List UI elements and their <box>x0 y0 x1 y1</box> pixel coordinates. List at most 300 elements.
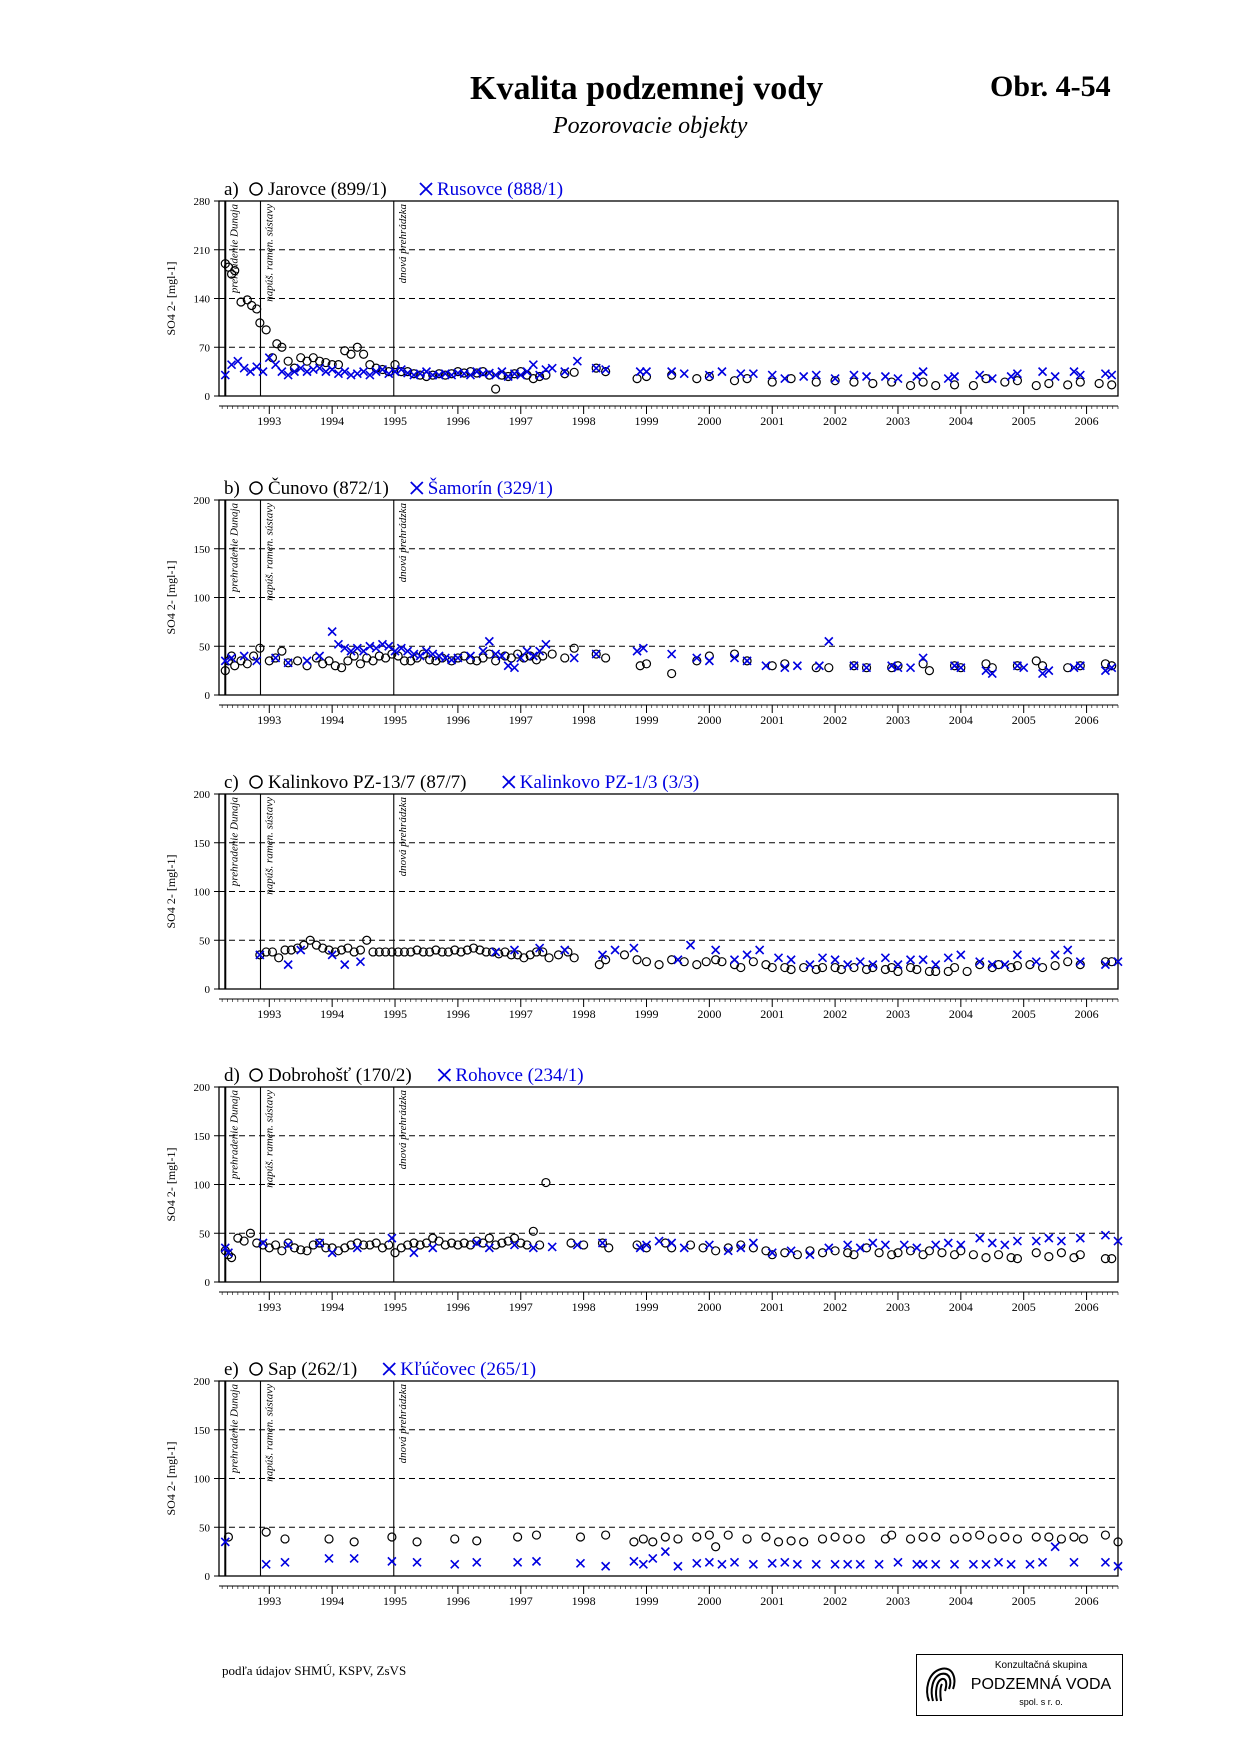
x-tick-label: 1996 <box>445 1594 470 1608</box>
data-point-x <box>781 664 789 672</box>
data-point-x <box>1076 662 1084 670</box>
data-point-circle <box>1064 381 1072 389</box>
data-point-circle <box>567 1239 575 1247</box>
x-tick-label: 1998 <box>571 1594 596 1608</box>
data-point-x <box>894 1558 902 1566</box>
data-point-x <box>793 1560 801 1568</box>
legend-x-marker <box>503 776 515 788</box>
data-point-x <box>1039 1558 1047 1566</box>
data-point-x <box>995 1558 1003 1566</box>
data-point-x <box>1013 1237 1021 1245</box>
data-point-circle <box>951 964 959 972</box>
data-point-circle <box>633 956 641 964</box>
data-point-x <box>561 946 569 954</box>
data-point-x <box>944 1239 952 1247</box>
data-point-circle <box>768 378 776 386</box>
data-point-circle <box>894 967 902 975</box>
data-source-note: podľa údajov SHMÚ, KSPV, ZsVS <box>222 1663 407 1678</box>
y-tick-label: 50 <box>199 641 210 654</box>
x-tick-label: 1994 <box>320 1594 345 1608</box>
y-tick-label: 50 <box>199 1228 210 1241</box>
x-tick-label: 2002 <box>823 1594 848 1608</box>
x-tick-label: 1996 <box>445 1300 470 1314</box>
data-point-circle <box>655 961 663 969</box>
data-point-x <box>262 1560 270 1568</box>
data-point-circle <box>413 1538 421 1546</box>
data-point-circle <box>294 657 302 665</box>
data-point-circle <box>284 357 292 365</box>
x-tick-label: 1994 <box>320 1300 345 1314</box>
data-point-x <box>863 373 871 381</box>
data-point-circle <box>951 1535 959 1543</box>
data-point-x <box>919 654 927 662</box>
event-label: dnová prehrádzka <box>396 1384 409 1464</box>
data-point-circle <box>514 1533 522 1541</box>
data-point-x <box>944 375 952 383</box>
data-point-circle <box>775 1538 783 1546</box>
data-point-x <box>969 1560 977 1568</box>
panel-label: e) <box>224 1359 239 1380</box>
x-tick-label: 2003 <box>885 414 910 428</box>
data-point-x <box>1007 1560 1015 1568</box>
data-point-x <box>529 361 537 369</box>
data-point-circle <box>1045 1533 1053 1541</box>
event-label: prehradenie Dunaja <box>228 1090 241 1180</box>
legend-series-1-name: Sap (262/1) <box>268 1359 358 1380</box>
data-point-circle <box>702 958 710 966</box>
data-point-circle <box>705 1531 713 1539</box>
data-point-x <box>1051 373 1059 381</box>
data-point-circle <box>812 378 820 386</box>
event-label: napúš. ramen. sústavy <box>263 1384 276 1482</box>
data-point-x <box>356 958 364 966</box>
data-point-circle <box>388 1533 396 1541</box>
x-tick-label: 1995 <box>383 1300 408 1314</box>
data-point-x <box>639 1560 647 1568</box>
data-point-circle <box>976 1531 984 1539</box>
data-point-circle <box>325 1535 333 1543</box>
data-point-x <box>548 1243 556 1251</box>
panel-label: c) <box>224 772 239 793</box>
data-point-x <box>812 1560 820 1568</box>
data-point-circle <box>602 654 610 662</box>
data-point-circle <box>1070 1533 1078 1541</box>
x-tick-label: 2003 <box>885 1300 910 1314</box>
data-point-circle <box>360 350 368 358</box>
data-point-circle <box>963 967 971 975</box>
data-point-x <box>982 1560 990 1568</box>
data-point-circle <box>570 954 578 962</box>
data-point-x <box>881 373 889 381</box>
data-point-circle <box>1101 1531 1109 1539</box>
y-tick-label: 100 <box>193 1473 210 1486</box>
x-tick-label: 2002 <box>823 1300 848 1314</box>
data-point-x <box>815 662 823 670</box>
data-point-x <box>731 1558 739 1566</box>
y-tick-label: 0 <box>204 1571 210 1583</box>
legend-series-2-name: Kalinkovo PZ-1/3 (3/3) <box>519 772 700 793</box>
data-point-circle <box>693 375 701 383</box>
data-point-circle <box>907 1535 915 1543</box>
data-point-circle <box>602 1531 610 1539</box>
data-point-x <box>1057 1237 1065 1245</box>
data-point-circle <box>639 1535 647 1543</box>
data-point-circle <box>963 1533 971 1541</box>
data-point-circle <box>350 1538 358 1546</box>
data-point-circle <box>1013 1535 1021 1543</box>
data-point-circle <box>693 961 701 969</box>
data-point-x <box>932 1560 940 1568</box>
y-tick-label: 210 <box>193 244 210 257</box>
data-point-circle <box>1079 1535 1087 1543</box>
data-point-x <box>988 1239 996 1247</box>
y-axis-label: SO4 2- [mgl-1] <box>164 560 178 635</box>
data-point-circle <box>1001 1533 1009 1541</box>
data-point-x <box>712 946 720 954</box>
data-point-x <box>743 657 751 665</box>
legend-circle-marker <box>250 1069 262 1081</box>
y-axis-label: SO4 2- [mgl-1] <box>164 1441 178 1516</box>
data-point-circle <box>856 1535 864 1543</box>
data-point-x <box>793 662 801 670</box>
data-point-circle <box>907 382 915 390</box>
data-point-x <box>1064 946 1072 954</box>
data-point-circle <box>620 951 628 959</box>
chart-panel-b <box>164 477 1118 727</box>
data-point-x <box>680 370 688 378</box>
event-label: napúš. ramen. sústavy <box>263 797 276 895</box>
data-point-x <box>705 1558 713 1566</box>
data-point-x <box>350 1554 358 1562</box>
data-point-circle <box>1064 958 1072 966</box>
data-point-x <box>863 664 871 672</box>
data-point-circle <box>630 1538 638 1546</box>
data-point-x <box>875 1560 883 1568</box>
data-point-x <box>611 946 619 954</box>
logo-company-name: PODZEMNÁ VODA <box>970 1676 1112 1693</box>
data-point-x <box>328 628 336 636</box>
x-tick-label: 1997 <box>508 1594 533 1608</box>
x-tick-label: 2004 <box>948 1594 973 1608</box>
legend-circle-marker <box>250 1363 262 1375</box>
data-point-circle <box>743 375 751 383</box>
data-point-circle <box>356 660 364 668</box>
data-point-x <box>1013 662 1021 670</box>
data-point-x <box>944 954 952 962</box>
data-point-x <box>932 1241 940 1249</box>
data-point-x <box>737 370 745 378</box>
data-point-x <box>316 652 324 660</box>
data-point-circle <box>995 1251 1003 1259</box>
x-tick-label: 2004 <box>948 713 973 727</box>
x-tick-label: 2004 <box>948 414 973 428</box>
data-point-x <box>532 1557 540 1565</box>
data-point-x <box>850 662 858 670</box>
x-tick-label: 2006 <box>1074 1007 1099 1021</box>
panel-label: b) <box>224 478 240 499</box>
data-point-circle <box>888 1531 896 1539</box>
data-point-circle <box>275 954 283 962</box>
data-point-x <box>1101 1231 1109 1239</box>
data-point-x <box>919 1560 927 1568</box>
data-point-circle <box>712 1543 720 1551</box>
data-point-circle <box>570 644 578 652</box>
y-tick-label: 140 <box>193 293 210 306</box>
x-tick-label: 1999 <box>634 713 659 727</box>
data-point-circle <box>256 644 264 652</box>
x-tick-label: 1998 <box>571 1300 596 1314</box>
data-point-circle <box>1076 378 1084 386</box>
data-point-circle <box>642 958 650 966</box>
x-tick-label: 1993 <box>257 414 282 428</box>
data-point-x <box>281 1558 289 1566</box>
panel-label: a) <box>224 179 239 200</box>
data-point-x <box>743 951 751 959</box>
data-point-x <box>284 659 292 667</box>
data-point-circle <box>1108 381 1116 389</box>
data-point-circle <box>724 1531 732 1539</box>
data-point-circle <box>919 1533 927 1541</box>
data-point-circle <box>850 378 858 386</box>
x-tick-label: 2004 <box>948 1300 973 1314</box>
event-label: prehradenie Dunaja <box>228 797 241 887</box>
data-point-x <box>410 1249 418 1257</box>
data-point-x <box>576 1559 584 1567</box>
data-point-x <box>907 956 915 964</box>
data-point-x <box>749 370 757 378</box>
event-label: dnová prehrádzka <box>396 204 409 284</box>
data-point-x <box>1039 368 1047 376</box>
data-point-circle <box>548 650 556 658</box>
x-tick-label: 1994 <box>320 1007 345 1021</box>
legend-series-2-name: Šamorín (329/1) <box>427 478 553 499</box>
x-tick-label: 2000 <box>697 414 722 428</box>
data-point-circle <box>781 1249 789 1257</box>
data-point-x <box>831 1560 839 1568</box>
data-point-x <box>1013 951 1021 959</box>
data-point-x <box>831 956 839 964</box>
legend-series-2-name: Kľúčovec (265/1) <box>400 1359 537 1380</box>
x-tick-label: 2002 <box>823 414 848 428</box>
y-axis-label: SO4 2- [mgl-1] <box>164 1147 178 1222</box>
data-point-x <box>894 375 902 383</box>
data-point-x <box>844 1241 852 1249</box>
data-point-x <box>388 1557 396 1565</box>
x-tick-label: 2005 <box>1011 1300 1036 1314</box>
data-point-x <box>592 364 600 372</box>
data-point-x <box>570 654 578 662</box>
x-tick-label: 1999 <box>634 1594 659 1608</box>
data-point-circle <box>1032 1533 1040 1541</box>
data-point-circle <box>281 1535 289 1543</box>
data-point-circle <box>674 1535 682 1543</box>
event-label: prehradenie Dunaja <box>228 1384 241 1474</box>
legend-circle-marker <box>250 183 262 195</box>
y-tick-label: 70 <box>199 342 210 355</box>
data-point-circle <box>844 1535 852 1543</box>
y-tick-label: 200 <box>193 1082 210 1094</box>
data-point-x <box>768 1559 776 1567</box>
y-tick-label: 100 <box>193 592 210 605</box>
data-point-circle <box>1032 1249 1040 1257</box>
x-tick-label: 1997 <box>508 1300 533 1314</box>
data-point-x <box>1051 1543 1059 1551</box>
chart-panel-a <box>164 179 1118 428</box>
data-point-x <box>819 954 827 962</box>
data-point-circle <box>705 373 713 381</box>
x-tick-label: 1998 <box>571 1007 596 1021</box>
data-point-circle <box>262 1528 270 1536</box>
x-tick-label: 1998 <box>571 414 596 428</box>
data-point-circle <box>932 1533 940 1541</box>
event-label: napúš. ramen. sústavy <box>263 1090 276 1188</box>
data-point-x <box>1032 1237 1040 1245</box>
y-tick-label: 280 <box>193 196 210 208</box>
fingerprint-logo-icon <box>923 1663 959 1707</box>
data-point-x <box>1070 1558 1078 1566</box>
data-point-x <box>856 958 864 966</box>
y-tick-label: 100 <box>193 1179 210 1192</box>
data-point-x <box>1051 951 1059 959</box>
x-tick-label: 2001 <box>760 1300 785 1314</box>
data-point-circle <box>969 1251 977 1259</box>
data-point-x <box>416 652 424 660</box>
event-label: dnová prehrádzka <box>396 503 409 583</box>
data-point-circle <box>661 1533 669 1541</box>
event-label: prehradenie Dunaja <box>228 503 241 593</box>
y-axis-label: SO4 2- [mgl-1] <box>164 261 178 336</box>
data-point-x <box>781 1558 789 1566</box>
legend-x-marker <box>383 1363 395 1375</box>
data-point-x <box>642 368 650 376</box>
panel-label: d) <box>224 1065 240 1086</box>
x-tick-label: 1993 <box>257 1594 282 1608</box>
data-point-circle <box>570 368 578 376</box>
y-tick-label: 150 <box>193 543 210 556</box>
data-point-x <box>429 1244 437 1252</box>
data-point-circle <box>1032 382 1040 390</box>
data-point-x <box>756 946 764 954</box>
data-point-circle <box>800 1538 808 1546</box>
data-point-x <box>485 637 493 645</box>
x-tick-label: 2001 <box>760 414 785 428</box>
chart-panel-d <box>164 1065 1122 1314</box>
data-point-circle <box>969 382 977 390</box>
x-tick-label: 1995 <box>383 1594 408 1608</box>
data-point-x <box>951 373 959 381</box>
data-point-circle <box>819 1535 827 1543</box>
data-point-circle <box>529 1227 537 1235</box>
data-point-x <box>1045 1234 1053 1242</box>
x-tick-label: 2003 <box>885 1007 910 1021</box>
event-label: prehradenie Dunaja <box>228 204 241 294</box>
data-point-x <box>1101 1558 1109 1566</box>
x-tick-label: 1997 <box>508 713 533 727</box>
data-point-x <box>303 657 311 665</box>
data-point-circle <box>1057 1535 1065 1543</box>
data-point-x <box>844 1560 852 1568</box>
data-point-circle <box>680 958 688 966</box>
data-point-x <box>388 1234 396 1242</box>
x-tick-label: 2005 <box>1011 414 1036 428</box>
page-subtitle: Pozorovacie objekty <box>553 113 748 139</box>
x-tick-label: 1999 <box>634 1300 659 1314</box>
data-point-circle <box>473 1537 481 1545</box>
data-point-circle <box>1045 1253 1053 1261</box>
event-label: napúš. ramen. sústavy <box>263 204 276 302</box>
data-point-circle <box>787 1537 795 1545</box>
y-tick-label: 200 <box>193 1376 210 1388</box>
y-tick-label: 0 <box>204 1277 210 1289</box>
data-point-x <box>661 1548 669 1556</box>
y-tick-label: 150 <box>193 1424 210 1437</box>
data-point-circle <box>649 1538 657 1546</box>
data-point-x <box>284 961 292 969</box>
data-point-x <box>473 1558 481 1566</box>
data-point-circle <box>932 382 940 390</box>
event-label: dnová prehrádzka <box>396 1090 409 1170</box>
data-point-x <box>900 1241 908 1249</box>
data-point-circle <box>492 657 500 665</box>
x-tick-label: 1993 <box>257 1007 282 1021</box>
data-point-circle <box>492 385 500 393</box>
x-tick-label: 1996 <box>445 414 470 428</box>
data-point-circle <box>693 1533 701 1541</box>
data-point-x <box>705 657 713 665</box>
legend-circle-marker <box>250 776 262 788</box>
y-axis-label: SO4 2- [mgl-1] <box>164 854 178 929</box>
data-point-x <box>542 640 550 648</box>
legend-series-1-name: Dobrohošť (170/2) <box>268 1065 412 1086</box>
data-point-circle <box>451 1535 459 1543</box>
x-tick-label: 2000 <box>697 1594 722 1608</box>
legend-series-1-name: Jarovce (899/1) <box>268 179 387 200</box>
x-tick-label: 1998 <box>571 713 596 727</box>
data-point-x <box>253 363 261 371</box>
data-point-x <box>749 1239 757 1247</box>
data-point-x <box>951 1560 959 1568</box>
x-tick-label: 1995 <box>383 713 408 727</box>
data-point-x <box>668 650 676 658</box>
x-tick-label: 2001 <box>760 1594 785 1608</box>
event-label: napúš. ramen. sústavy <box>263 503 276 601</box>
data-point-x <box>353 370 361 378</box>
legend-series-1-name: Kalinkovo PZ-13/7 (87/7) <box>268 772 467 793</box>
y-tick-label: 150 <box>193 837 210 850</box>
data-point-x <box>976 1234 984 1242</box>
x-tick-label: 1995 <box>383 414 408 428</box>
y-tick-label: 200 <box>193 495 210 507</box>
chart-panel-c <box>164 772 1122 1021</box>
data-point-x <box>510 664 518 672</box>
data-point-x <box>548 364 556 372</box>
data-point-x <box>1076 1234 1084 1242</box>
figure-number: Obr. 4-54 <box>990 70 1111 103</box>
x-tick-label: 2006 <box>1074 1594 1099 1608</box>
x-tick-label: 2006 <box>1074 713 1099 727</box>
data-point-circle <box>819 1249 827 1257</box>
y-tick-label: 100 <box>193 886 210 899</box>
x-tick-label: 2002 <box>823 1007 848 1021</box>
y-tick-label: 0 <box>204 984 210 996</box>
data-point-circle <box>982 1254 990 1262</box>
data-point-circle <box>925 667 933 675</box>
legend-series-1-name: Čunovo (872/1) <box>268 478 389 499</box>
data-point-x <box>718 368 726 376</box>
event-label: dnová prehrádzka <box>396 797 409 877</box>
data-point-x <box>341 961 349 969</box>
data-point-circle <box>576 1533 584 1541</box>
